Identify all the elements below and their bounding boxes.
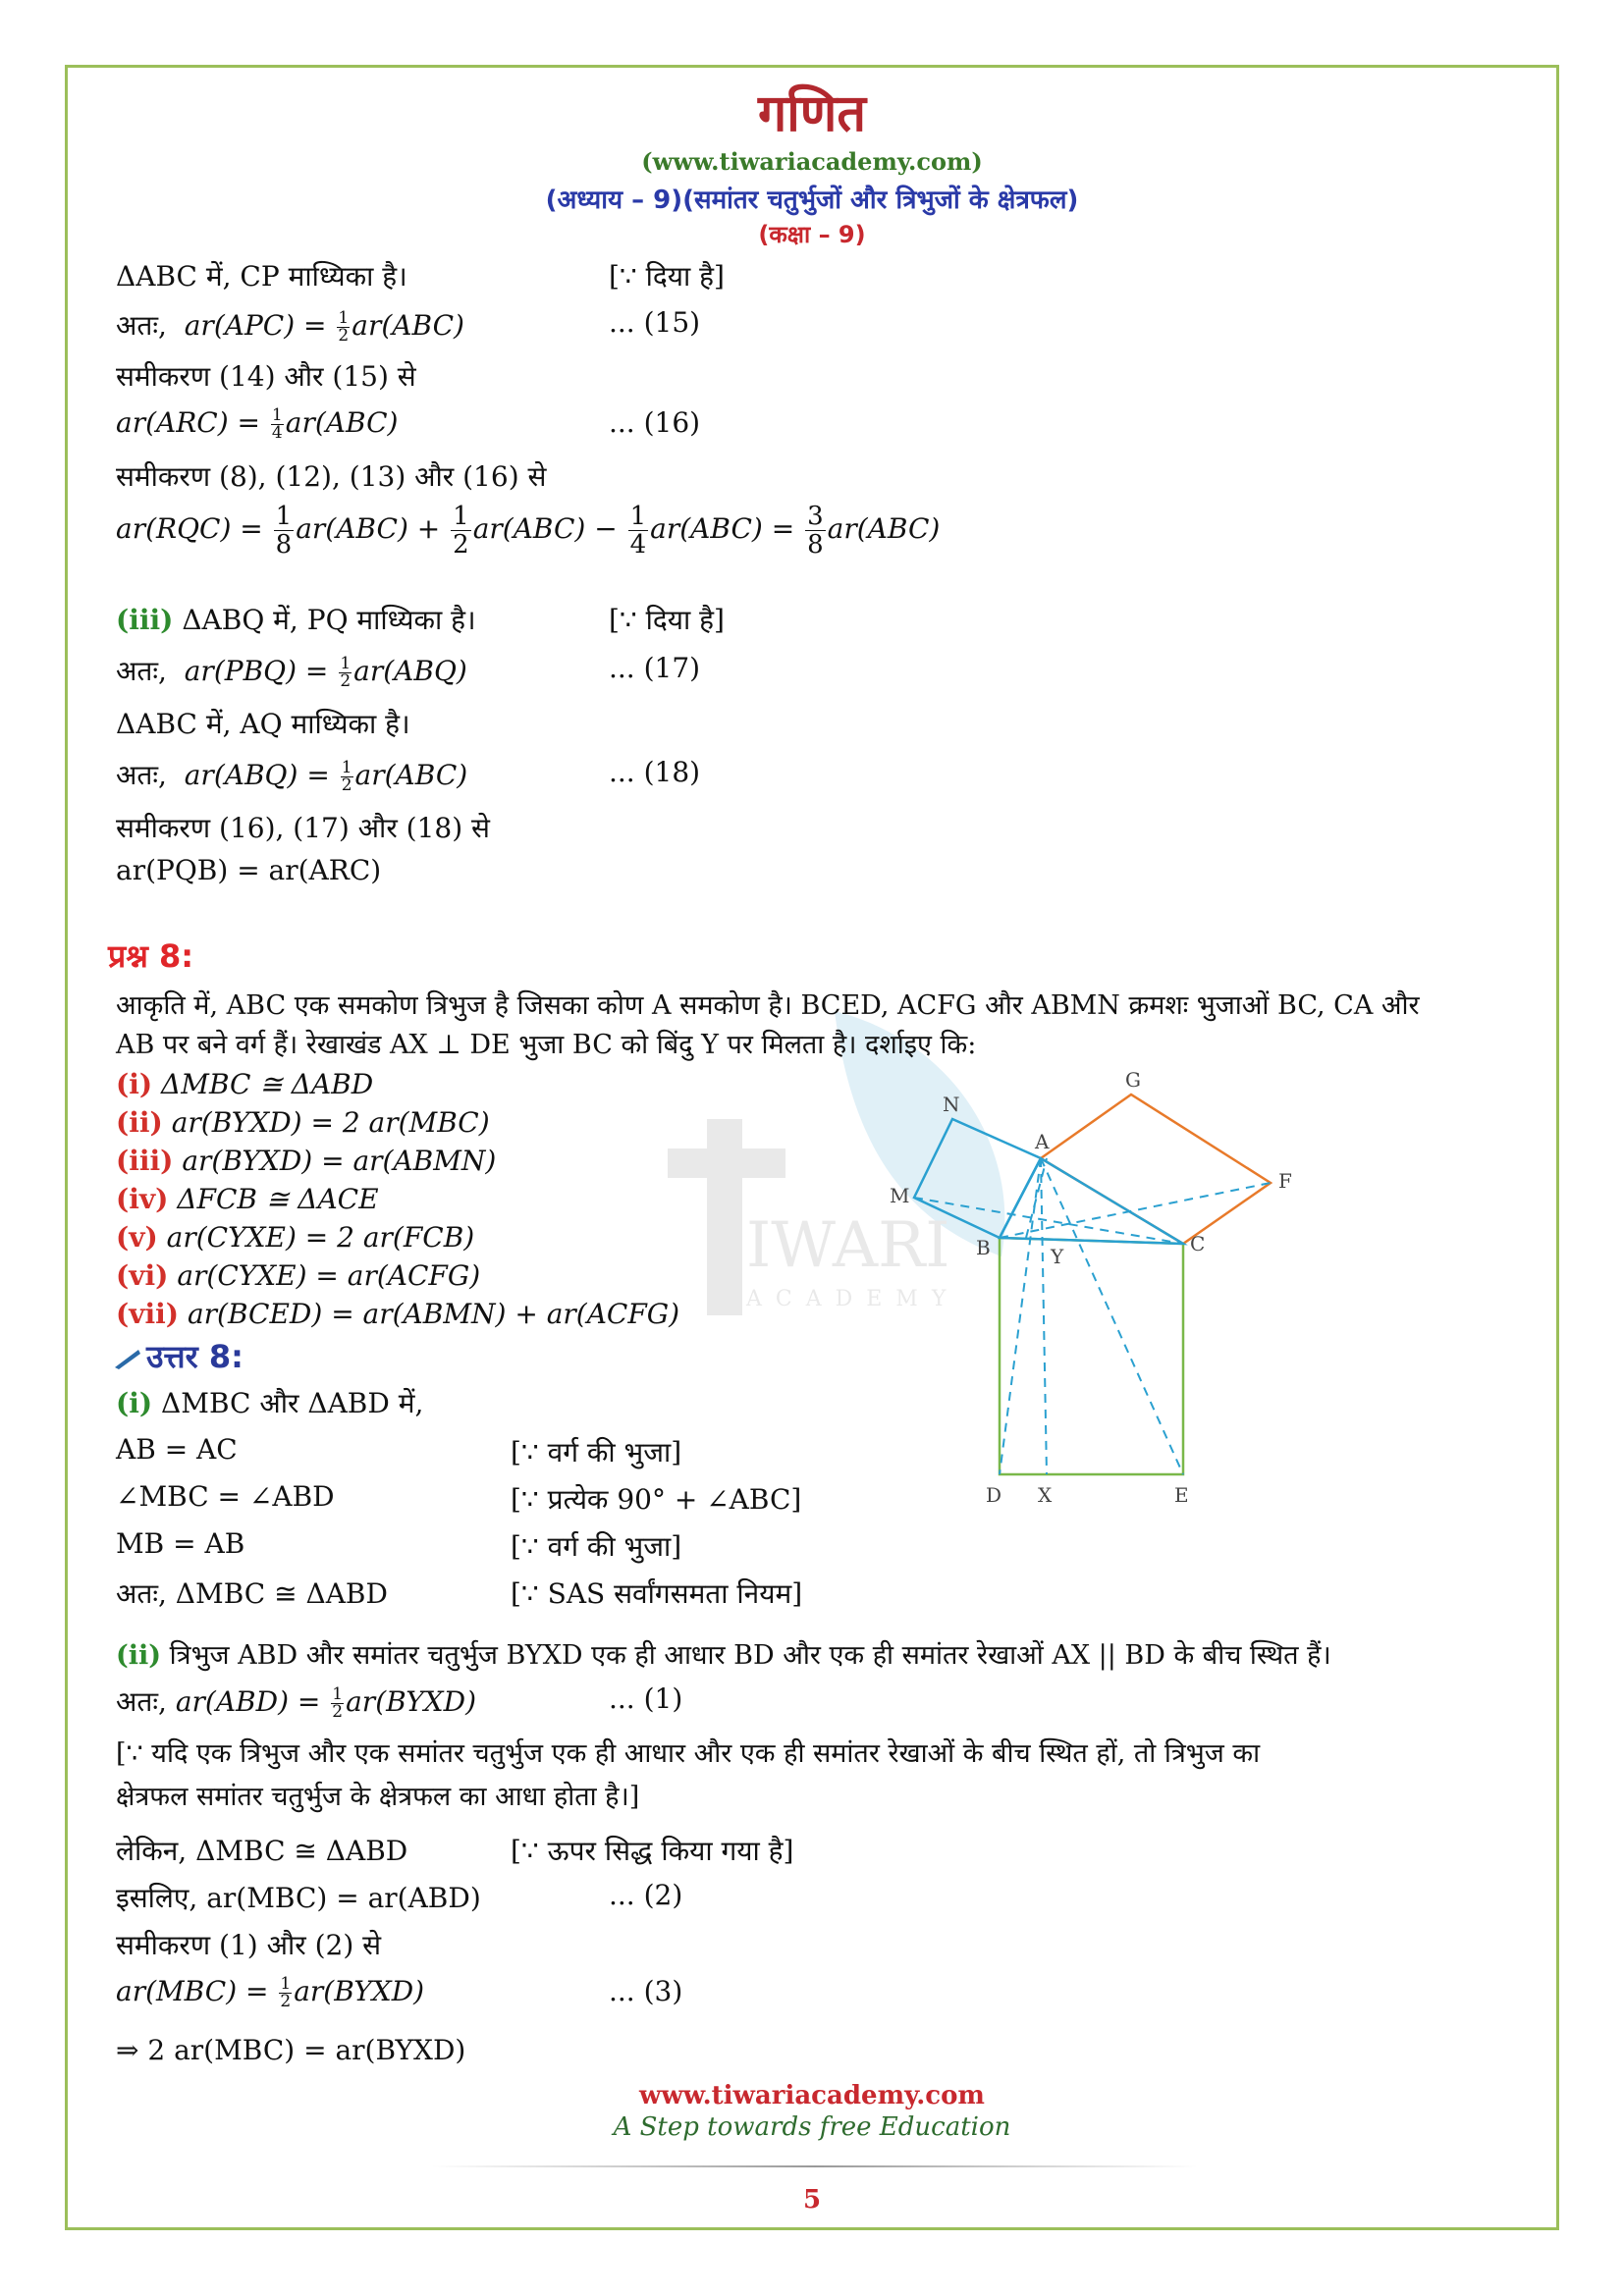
list-item: (ii) ar(BYXD) = 2 ar(MBC)	[116, 1106, 490, 1139]
question-text: आकृति में, ABC एक समकोण त्रिभुज है जिसका कोण A समकोण है। BCED, ACFG और ABMN क्रमशः भुजाओं BC, CA और	[116, 990, 1420, 1021]
equation-number: ... (18)	[609, 756, 701, 788]
proof-row-reason: [∵ SAS सर्वांगसमता नियम]	[511, 1577, 803, 1610]
text-line: समीकरण (1) और (2) से	[116, 1929, 382, 1961]
equation-line: अतः, ar(APC) = $\frac{1}{2}$ ar(ABC)	[116, 308, 464, 346]
text-line: समीकरण (16), (17) और (18) से	[116, 812, 490, 844]
equation-line: अतः, ar(PBQ) = $\frac{1}{2}$ ar(ABQ)	[116, 654, 467, 691]
construction-lines	[914, 1158, 1271, 1474]
equation-number: ... (3)	[609, 1975, 683, 2007]
vertex-label-c: C	[1190, 1232, 1206, 1255]
text-line: ⇒ 2 ar(MBC) = ar(BYXD)	[116, 2034, 466, 2066]
square-acfg	[1041, 1095, 1271, 1244]
text-line: ΔABC में, AQ माध्यिका है।	[116, 708, 410, 740]
vertex-label-b: B	[976, 1236, 991, 1259]
proof-row-left: MB = AB	[116, 1527, 245, 1560]
equation-line: अतः, ar(ABD) = $\frac{1}{2}$ ar(BYXD)	[116, 1684, 476, 1722]
geometry-figure	[884, 1060, 1306, 1531]
question-heading: प्रश्न 8:	[108, 937, 194, 975]
answer-heading: उत्तर 8:	[113, 1335, 244, 1377]
vertex-label-x: X	[1038, 1483, 1053, 1507]
fraction: $\frac{1}{4}$	[271, 405, 283, 443]
watermark-sub: ACADEMY	[746, 1287, 960, 1311]
fraction: $\frac{1}{2}$	[338, 308, 350, 346]
fraction: $\frac{1}{2}$	[341, 758, 352, 795]
proof-row-left: ∠MBC = ∠ABD	[116, 1480, 335, 1513]
fraction: $\frac{1}{2}$	[332, 1684, 344, 1722]
proof-row-left: AB = AC	[116, 1433, 238, 1466]
equation-line: ar(RQC) = $\frac{1}{8}$ ar(ABC) + $\frac{1}{2}$ ar(ABC) − $\frac{1}{4}$ ar(ABC) = $\frac{3}{8}$ ar(ABC)	[116, 502, 941, 560]
equation-line: ar(ARC) = $\frac{1}{4}$ ar(ABC)	[116, 405, 399, 443]
proof-row-reason: [∵ प्रत्येक 90° + ∠ABC]	[511, 1483, 802, 1516]
list-item: (iii) ar(BYXD) = ar(ABMN)	[116, 1145, 497, 1177]
fraction: $\frac{1}{2}$	[340, 654, 352, 691]
pen-icon	[113, 1348, 142, 1369]
equation-number: ... (17)	[609, 652, 701, 684]
text-line: समीकरण (14) और (15) से	[116, 360, 416, 393]
list-item: (vi) ar(CYXE) = ar(ACFG)	[116, 1259, 481, 1292]
proof-row-reason: [∵ वर्ग की भुजा]	[511, 1436, 682, 1468]
list-item: (iv) ΔFCB ≅ ΔACE	[116, 1183, 379, 1215]
class-label: (कक्षा – 9)	[758, 221, 866, 248]
vertex-label-e: E	[1174, 1483, 1189, 1507]
text-line: समीकरण (8), (12), (13) और (16) से	[116, 460, 547, 493]
text-line: (i) ΔMBC और ΔABD में,	[116, 1387, 424, 1419]
page-number: 5	[802, 2185, 822, 2215]
equation-line: ar(PQB) = ar(ARC)	[116, 854, 382, 886]
square-abmn	[914, 1119, 1041, 1238]
proof-row-left: अतः, ΔMBC ≅ ΔABD	[116, 1577, 388, 1610]
text-line: लेकिन, ΔMBC ≅ ΔABD	[116, 1835, 408, 1867]
vertex-label-m: M	[890, 1184, 910, 1207]
text-line: [∵ यदि एक त्रिभुज और एक समांतर चतुर्भुज एक ही आधार और एक ही समांतर रेखाओं के बीच स्थित हों, तो त्रिभुज का	[116, 1738, 1261, 1769]
vertex-label-a: A	[1035, 1130, 1050, 1153]
equation-number: ... (15)	[609, 306, 701, 339]
text-line: (ii) त्रिभुज ABD और समांतर चतुर्भुज BYXD एक ही आधार BD और एक ही समांतर रेखाओं AX || BD के बीच स्थित हैं।	[116, 1640, 1331, 1671]
equation-number: ... (1)	[609, 1682, 683, 1715]
proof-row-reason: [∵ वर्ग की भुजा]	[511, 1530, 682, 1563]
fraction: $\frac{1}{8}$	[275, 502, 293, 560]
square-bced	[1000, 1238, 1183, 1474]
reason-text: [∵ दिया है]	[609, 260, 725, 293]
reason-text: [∵ दिया है]	[609, 604, 725, 636]
fraction: $\frac{3}{8}$	[807, 502, 824, 560]
vertex-labels	[890, 1068, 1292, 1507]
watermark-brand: IWARI	[746, 1209, 950, 1282]
vertex-label-d: D	[986, 1483, 1002, 1507]
header-website: (www.tiwariacademy.com)	[641, 147, 983, 176]
list-item: (i) ΔMBC ≅ ΔABD	[116, 1068, 374, 1100]
fraction: $\frac{1}{2}$	[453, 502, 469, 560]
fraction: $\frac{1}{4}$	[629, 502, 647, 560]
footer-tagline: A Step towards free Education	[613, 2112, 1011, 2142]
list-item: (v) ar(CYXE) = 2 ar(FCB)	[116, 1221, 475, 1254]
vertex-label-f: F	[1278, 1169, 1292, 1193]
fraction: $\frac{1}{2}$	[280, 1974, 292, 2011]
footer-website[interactable]: www.tiwariacademy.com	[639, 2081, 985, 2110]
reason-text: [∵ ऊपर सिद्ध किया गया है]	[511, 1835, 794, 1867]
page-title: गणित	[758, 84, 866, 143]
vertex-label-y: Y	[1051, 1245, 1064, 1268]
equation-line: ar(MBC) = $\frac{1}{2}$ ar(BYXD)	[116, 1974, 425, 2011]
question-text: AB पर बने वर्ग हैं। रेखाखंड AX ⊥ DE भुजा BC को बिंदु Y पर मिलता है। दर्शाइए कि:	[116, 1030, 977, 1060]
text-line: इसलिए, ar(MBC) = ar(ABD)	[116, 1882, 481, 1914]
text-line: (iii) ΔABQ में, PQ माध्यिका है।	[116, 604, 476, 636]
text-line: क्षेत्रफल समांतर चतुर्भुज के क्षेत्रफल का आधा होता है।]	[116, 1782, 640, 1812]
vertex-label-n: N	[943, 1093, 960, 1116]
equation-number: ... (16)	[609, 406, 701, 439]
text-line: ΔABC में, CP माध्यिका है।	[116, 260, 407, 293]
list-item: (vii) ar(BCED) = ar(ABMN) + ar(ACFG)	[116, 1298, 680, 1330]
chapter-title: (अध्याय – 9)(समांतर चतुर्भुजों और त्रिभुजों के क्षेत्रफल)	[545, 186, 1079, 215]
equation-line: अतः, ar(ABQ) = $\frac{1}{2}$ ar(ABC)	[116, 758, 468, 795]
equation-number: ... (2)	[609, 1879, 683, 1911]
vertex-label-g: G	[1125, 1068, 1141, 1092]
footer-divider	[432, 2165, 1198, 2167]
